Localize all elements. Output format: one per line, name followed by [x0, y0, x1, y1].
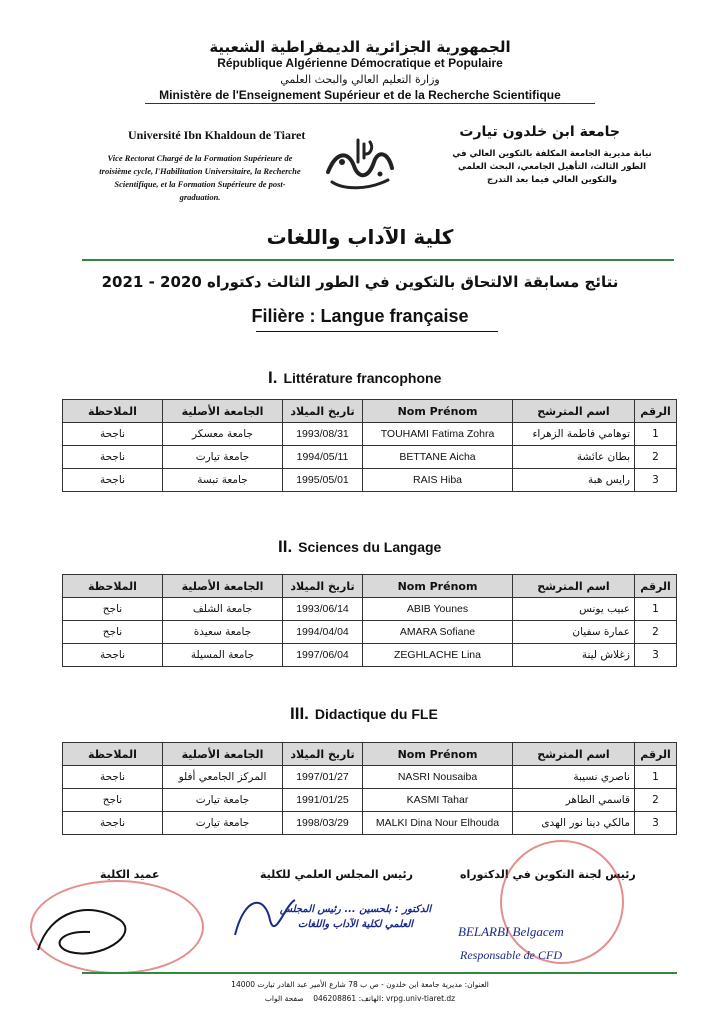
- birth-cell: 1997/06/04: [283, 644, 363, 667]
- birth-cell: 1998/03/29: [283, 812, 363, 835]
- name-ar-cell: توهامي فاطمة الزهراء: [513, 423, 635, 446]
- remark-cell: ناجحة: [63, 812, 163, 835]
- col-remark: الملاحظة: [63, 575, 163, 598]
- rank-cell: 1: [635, 423, 677, 446]
- rank-cell: 3: [635, 644, 677, 667]
- table-row: [63, 423, 677, 446]
- name-fr-cell: TOUHAMI Fatima Zohra: [363, 423, 513, 446]
- results-table-didactique: [62, 742, 677, 835]
- university-cell: جامعة معسكر: [163, 423, 283, 446]
- section-numeral: I.: [268, 368, 278, 387]
- header-divider: [145, 103, 595, 104]
- dean-signature-label: عميد الكلية: [100, 868, 160, 881]
- rank-cell: 1: [635, 766, 677, 789]
- section-title: [290, 704, 438, 724]
- col-birth-date: تاريخ الميلاد: [283, 743, 363, 766]
- name-ar-cell: زغلاش لينة: [513, 644, 635, 667]
- name-ar-cell: بطان عائشة: [513, 446, 635, 469]
- name-fr-cell: RAIS Hiba: [363, 469, 513, 492]
- birth-cell: 1997/01/27: [283, 766, 363, 789]
- table-row: [63, 766, 677, 789]
- vice-rectorate-ar: نيابة مديرية الجامعة المكلفة بالتكوين العالي في الطور الثالث، التأهيل الجامعي، البحث العلمي والتكوين العالي فيما بعد التدرج: [452, 149, 652, 185]
- footer-phone: 046208861: [313, 994, 357, 1003]
- results-title: نتائج مسابقة الالتحاق بالتكوين في الطور الثالث دكتوراه 2020 - 2021: [101, 273, 619, 291]
- col-remark: الملاحظة: [63, 743, 163, 766]
- col-birth-date: تاريخ الميلاد: [283, 575, 363, 598]
- rank-cell: 3: [635, 469, 677, 492]
- remark-cell: ناجحة: [63, 766, 163, 789]
- table-row: [63, 621, 677, 644]
- birth-cell: 1991/01/25: [283, 789, 363, 812]
- filiere-underline: [256, 331, 498, 332]
- remark-cell: ناجحة: [63, 469, 163, 492]
- col-name-fr: Nom Prénom: [363, 400, 513, 423]
- university-name-fr: Université Ibn Khaldoun de Tiaret: [128, 128, 306, 142]
- name-fr-cell: MALKI Dina Nour Elhouda: [363, 812, 513, 835]
- footer-divider: [82, 972, 677, 974]
- name-fr-cell: BETTANE Aicha: [363, 446, 513, 469]
- table-row: [63, 812, 677, 835]
- table-row: [63, 789, 677, 812]
- footer-website-label: صفحة الواب:: [264, 994, 384, 1003]
- section-title: [268, 368, 441, 388]
- council-stamp: الدكتور : بلحسين ... رئيس المجلس العلمي لكلية الآداب واللغات: [279, 904, 432, 930]
- name-fr-cell: AMARA Sofiane: [363, 621, 513, 644]
- table-row: [63, 644, 677, 667]
- footer-phone-label: الهاتف:: [358, 994, 382, 1003]
- rank-cell: 1: [635, 598, 677, 621]
- col-birth-date: تاريخ الميلاد: [283, 400, 363, 423]
- name-ar-cell: رايس هبة: [513, 469, 635, 492]
- faculty-title: كلية الآداب واللغات: [266, 225, 454, 249]
- section-numeral: II.: [278, 537, 293, 556]
- table-header-row: [63, 743, 677, 766]
- table-header-row: [63, 400, 677, 423]
- name-fr-cell: ABIB Younes: [363, 598, 513, 621]
- results-table-sciences-langage: [62, 574, 677, 667]
- col-rank: الرقم: [635, 400, 677, 423]
- committee-stamp: [500, 840, 624, 964]
- col-origin-university: الجامعة الأصلية: [163, 743, 283, 766]
- council-president-label: رئيس المجلس العلمي للكلية: [260, 868, 414, 881]
- footer-address: العنوان: مديرية جامعة ابن خلدون - ص ب 78 شارع الأمير عبد القادر تيارت 14000: [231, 980, 489, 989]
- rank-cell: 2: [635, 789, 677, 812]
- university-cell: جامعة المسيلة: [163, 644, 283, 667]
- university-cell: جامعة تيارت: [163, 446, 283, 469]
- section-name: Sciences du Langage: [298, 539, 442, 555]
- remark-cell: ناجحة: [63, 644, 163, 667]
- republic-name-ar: الجمهورية الجزائرية الديمقراطية الشعبية: [209, 38, 511, 56]
- name-fr-cell: NASRI Nousaiba: [363, 766, 513, 789]
- committee-signature-name: BELARBI Belgacem: [458, 924, 564, 939]
- committee-president-label: رئيس لجنة التكوين في الدكتوراه: [460, 868, 636, 881]
- name-ar-cell: عمارة سفيان: [513, 621, 635, 644]
- section-name: Didactique du FLE: [314, 706, 438, 722]
- university-cell: جامعة سعيدة: [163, 621, 283, 644]
- filiere-title: Filière : Langue française: [251, 306, 469, 326]
- name-fr-cell: ZEGHLACHE Lina: [363, 644, 513, 667]
- col-remark: الملاحظة: [63, 400, 163, 423]
- dean-signature: [30, 890, 150, 970]
- col-candidate-ar: اسم المترشح: [513, 400, 635, 423]
- name-ar-cell: قاسمي الطاهر: [513, 789, 635, 812]
- rank-cell: 3: [635, 812, 677, 835]
- footer-website: vrpg.univ-tiaret.dz: [385, 994, 456, 1003]
- table-row: [63, 446, 677, 469]
- ministry-name-fr: Ministère de l'Enseignement Supérieur et de la Recherche Scientifique: [159, 88, 561, 102]
- name-ar-cell: مالكي دينا نور الهدى: [513, 812, 635, 835]
- university-cell: المركز الجامعي أفلو: [163, 766, 283, 789]
- birth-cell: 1993/06/14: [283, 598, 363, 621]
- birth-cell: 1995/05/01: [283, 469, 363, 492]
- republic-name-fr: République Algérienne Démocratique et Populaire: [217, 56, 503, 70]
- birth-cell: 1993/08/31: [283, 423, 363, 446]
- remark-cell: ناجحة: [63, 446, 163, 469]
- col-rank: الرقم: [635, 743, 677, 766]
- vice-rectorate-fr: Vice Rectorat Chargé de la Formation Supérieure de troisième cycle, l'Habilitation Universitaire, la Recherche Scientifique, et la Formation Supérieure de post-graduation.: [99, 153, 301, 202]
- col-candidate-ar: اسم المترشح: [513, 743, 635, 766]
- university-logo: [318, 132, 400, 196]
- section-name: Littérature francophone: [283, 370, 442, 386]
- table-header-row: [63, 575, 677, 598]
- results-table-litterature: [62, 399, 677, 492]
- table-row: [63, 469, 677, 492]
- section-title: [278, 537, 441, 557]
- section-numeral: III.: [290, 704, 309, 723]
- university-cell: جامعة تيارت: [163, 789, 283, 812]
- col-origin-university: الجامعة الأصلية: [163, 575, 283, 598]
- committee-signature-title: Responsable de CFD: [460, 948, 562, 962]
- remark-cell: ناجح: [63, 789, 163, 812]
- birth-cell: 1994/04/04: [283, 621, 363, 644]
- remark-cell: ناجح: [63, 621, 163, 644]
- footer-contact: [180, 994, 540, 1003]
- col-name-fr: Nom Prénom: [363, 743, 513, 766]
- col-rank: الرقم: [635, 575, 677, 598]
- university-name-ar: جامعة ابن خلدون تيارت: [459, 124, 620, 140]
- university-cell: جامعة الشلف: [163, 598, 283, 621]
- remark-cell: ناجح: [63, 598, 163, 621]
- col-origin-university: الجامعة الأصلية: [163, 400, 283, 423]
- university-cell: جامعة تبسة: [163, 469, 283, 492]
- name-fr-cell: KASMI Tahar: [363, 789, 513, 812]
- faculty-divider: [82, 259, 674, 261]
- ministry-name-ar: وزارة التعليم العالي والبحث العلمي: [280, 73, 440, 86]
- birth-cell: 1994/05/11: [283, 446, 363, 469]
- university-cell: جامعة تيارت: [163, 812, 283, 835]
- table-row: [63, 598, 677, 621]
- remark-cell: ناجحة: [63, 423, 163, 446]
- name-ar-cell: ناصري نسيبة: [513, 766, 635, 789]
- col-name-fr: Nom Prénom: [363, 575, 513, 598]
- rank-cell: 2: [635, 621, 677, 644]
- col-candidate-ar: اسم المترشح: [513, 575, 635, 598]
- rank-cell: 2: [635, 446, 677, 469]
- name-ar-cell: عبيب يونس: [513, 598, 635, 621]
